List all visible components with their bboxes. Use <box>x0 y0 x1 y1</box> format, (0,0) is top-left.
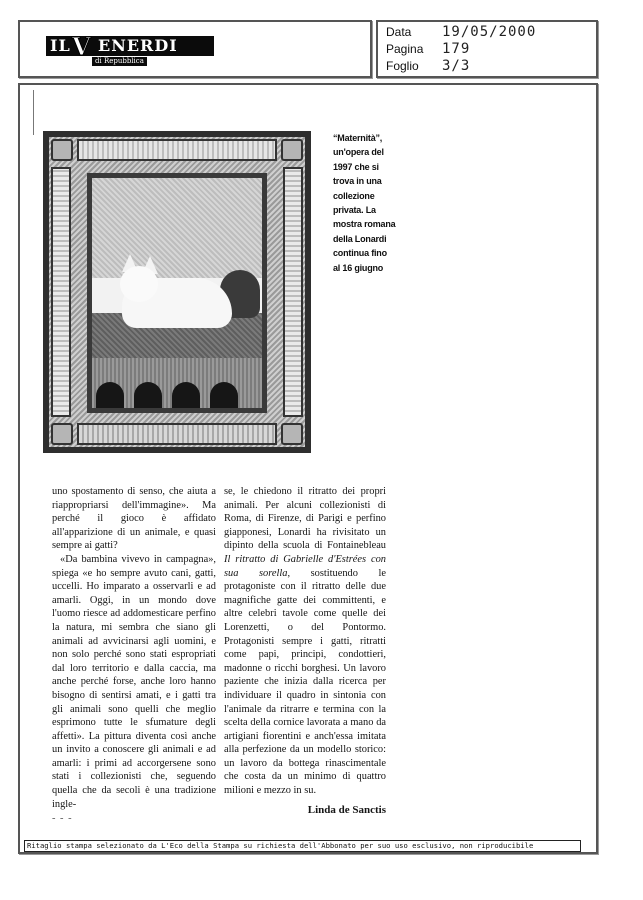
frame-corner <box>281 423 303 445</box>
arch-shape <box>96 382 124 408</box>
header-meta-box <box>376 20 598 78</box>
caption-line: “Maternità”, <box>333 133 383 143</box>
painting-image <box>43 131 311 453</box>
white-cat-head <box>120 266 158 302</box>
caption-line: della Lonardi <box>333 233 387 244</box>
caption-line: 1997 che si <box>333 161 379 172</box>
caption-line: privata. La <box>333 205 376 216</box>
article-column-1 <box>52 485 216 825</box>
frame-corner <box>51 139 73 161</box>
meta-sheet-value: 3/3 <box>442 58 471 74</box>
arch-shape <box>134 382 162 408</box>
meta-sheet-label: Foglio <box>386 59 419 73</box>
caption-line: continua fino <box>333 248 387 259</box>
frame-top-band <box>77 139 277 161</box>
publication-logo <box>46 34 214 66</box>
logo-enerdi: ENERDI <box>98 36 178 55</box>
article-column-2 <box>224 485 386 817</box>
painting-arcade <box>92 358 262 408</box>
continuation-mark: - - - <box>52 813 73 825</box>
paragraph-text: , sostituendo le protagoniste con il ritratto delle due magnifiche gatte dei committenti, e altre celebri tavole come quelle dei Lorenzetti, o del Pontormo. Protagonisti sempre i gatti, ritratti come papi, principi, condottieri, madonne o ricchi borghesi. Un lavoro paziente che inizia dalla ricerca per individuare il quadro in sintonia con l'animale da ritrarre e termina con la scelta della cornice lavorata a mano da artigiani fiorentini e anch'essa imitata alla perfezione da un modello storico: un lavoro da bottega rinascimentale che costa da un minimo di quattro milioni e mezzo in su. <box>224 567 386 797</box>
article-paragraph: uno spostamento di senso, che aiuta a riappropriarsi dell'immagine». Ma perché il gioco è affidato all'apparizione di un animale, e quasi sempre ai gatti? <box>52 486 216 552</box>
painting-canvas <box>87 173 267 413</box>
article-paragraph: «Da bambina vivevo in campagna», spiega «e ho sempre avuto cani, gatti, uccelli. Ho imparato a osservarli e ad amarli. Oggi, in un mondo dove l'uomo riesce ad addomesticare perfino la natura, mi sembra che siano gli animali ad avvicinarsi agli uomini, e non solo perché sono stati espropriati dal loro territorio e dalla caccia, ma anche perché forse, anche loro hanno bisogno di sentirsi amati, e i gatti tra gli animali sono quelli che meglio esprimono tutte le sfumature degli affetti». La pittura diventa così anche un invito a conoscere gli animali e ad amarli: i primi ad accorgersene sono stati i collezionisti che, seguendo quella che da secoli è una tradizione ingle- <box>52 553 216 810</box>
painting-sky <box>92 178 262 278</box>
arch-shape <box>172 382 200 408</box>
header-logo-box <box>18 20 372 78</box>
author-signature: Linda de Sanctis <box>307 803 386 816</box>
image-caption <box>333 131 423 275</box>
copyright-notice: Ritaglio stampa selezionato da L'Eco della Stampa su richiesta dell'Abbonato per suo uso esclusivo, non riproducibile <box>24 840 581 852</box>
arch-shape <box>210 382 238 408</box>
meta-page-value: 179 <box>442 41 471 57</box>
meta-page-label: Pagina <box>386 42 424 56</box>
caption-line: collezione <box>333 190 375 201</box>
caption-line: al 16 giugno <box>333 262 384 273</box>
article-paragraph <box>224 485 386 798</box>
frame-right-pillar <box>283 167 303 417</box>
paragraph-text: se, le chiedono il ritratto dei propri animali. Per alcuni collezionisti di Roma, di Firenze, di Parigi e perfino giapponesi, Lonardi ha rivisitato un dipinto della scuola di Fontainebleau <box>224 486 386 552</box>
caption-line: mostra romana <box>333 219 396 230</box>
column-rule <box>33 90 34 135</box>
frame-bottom-band <box>77 423 277 445</box>
frame-corner <box>51 423 73 445</box>
logo-v: V <box>72 32 91 61</box>
logo-subtitle: di Repubblica <box>92 57 147 66</box>
logo-il: IL <box>50 36 71 55</box>
artwork-title: Il ritratto di Gabrielle d'Estrées con sua sorella <box>224 553 386 579</box>
caption-line: un'opera del <box>333 147 384 158</box>
meta-date-value: 19/05/2000 <box>442 24 537 40</box>
frame-left-pillar <box>51 167 71 417</box>
frame-corner <box>281 139 303 161</box>
meta-date-label: Data <box>386 25 412 39</box>
caption-line: trova in una <box>333 176 382 187</box>
